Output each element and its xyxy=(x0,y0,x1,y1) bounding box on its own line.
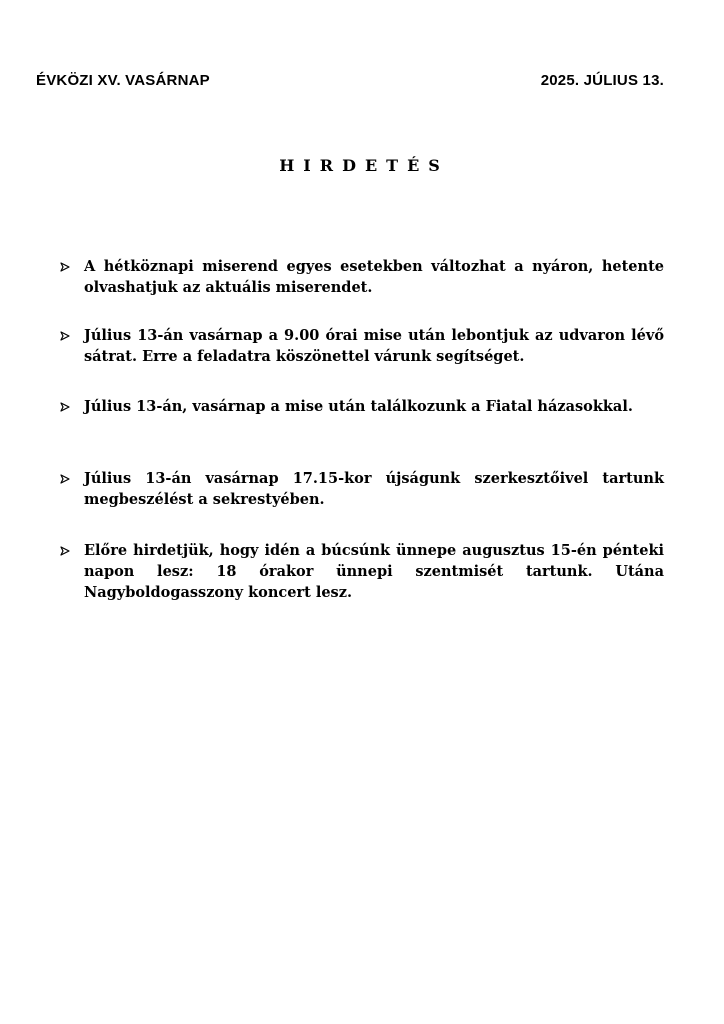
list-item-text: Július 13-án vasárnap 17.15-kor újságunk szerkesztőivel tartunk megbeszélést a sekrestyében. xyxy=(84,470,664,508)
list-item xyxy=(60,256,664,298)
list-item-text: Előre hirdetjük, hogy idén a búcsúnk ünnepe augusztus 15-én pénteki napon lesz: 18 órakor ünnepi szentmisét tartunk. Utána Nagyboldogasszony koncert lesz. xyxy=(84,542,664,601)
header-left-title: ÉVKÖZI XV. VASÁRNAP xyxy=(36,72,210,89)
header-date: 2025. JÚLIUS 13. xyxy=(540,72,664,89)
list-item-text: A hétköznapi miserend egyes esetekben változhat a nyáron, hetente olvashatjuk az aktuális miserendet. xyxy=(84,258,664,296)
list-item xyxy=(60,468,664,510)
arrow-bullet-icon xyxy=(60,262,70,272)
list-item xyxy=(60,540,664,603)
list-item xyxy=(60,396,664,417)
list-item-text: Július 13-án, vasárnap a mise után találkozunk a Fiatal házasokkal. xyxy=(84,398,633,415)
list-item-text: Július 13-án vasárnap a 9.00 órai mise után lebontjuk az udvaron lévő sátrat. Erre a feladatra köszönettel várunk segítséget. xyxy=(84,327,664,365)
arrow-bullet-icon xyxy=(60,402,70,412)
arrow-bullet-icon xyxy=(60,546,70,556)
arrow-bullet-icon xyxy=(60,474,70,484)
arrow-bullet-icon xyxy=(60,331,70,341)
list-item xyxy=(60,325,664,367)
page-title: HIRDETÉS xyxy=(279,156,449,175)
